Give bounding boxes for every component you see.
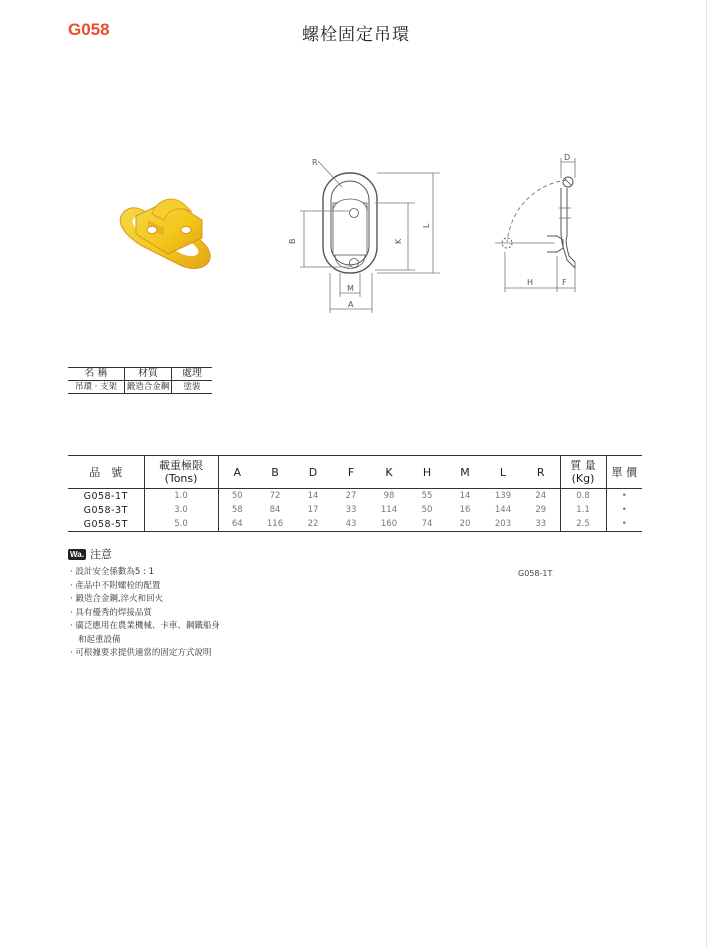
- header-F: F: [332, 456, 370, 489]
- material-header-row: [68, 368, 212, 381]
- header-L: L: [484, 456, 522, 489]
- header-H: H: [408, 456, 446, 489]
- cell-D: 22: [294, 517, 332, 532]
- cell-weight: 2.5: [560, 517, 606, 532]
- header-weight-label: 質 量: [570, 459, 596, 472]
- material-cell-material: 鍛造合金鋼: [125, 381, 172, 394]
- header-load: [144, 456, 218, 489]
- product-photo: [112, 190, 222, 270]
- note-item: · 具有優秀的焊接品質: [70, 607, 152, 618]
- header-B: B: [256, 456, 294, 489]
- header-load-label: 載重極限: [159, 459, 203, 472]
- cell-K: 114: [380, 505, 398, 515]
- table-row: [68, 489, 642, 504]
- cell-D: 14: [307, 491, 319, 501]
- label-A: A: [348, 300, 354, 309]
- header-weight-unit: (Kg): [571, 472, 595, 485]
- notes-list: [70, 566, 220, 661]
- cell-R: 33: [522, 517, 560, 532]
- cell-price: •: [606, 517, 642, 532]
- header-D: D: [294, 456, 332, 489]
- table-row: [68, 517, 642, 532]
- label-K: K: [394, 238, 403, 244]
- cell-model: G058-5T: [68, 517, 144, 532]
- header-R: R: [522, 456, 560, 489]
- note-item: · 可根據要求提供適當的固定方式說明: [70, 648, 212, 658]
- cell-price: •: [621, 505, 627, 515]
- material-header-material: 材質: [125, 368, 172, 381]
- header-K: K: [370, 456, 408, 489]
- cell-B: 84: [269, 505, 281, 515]
- material-header-treatment: 處理: [172, 368, 213, 381]
- cell-model: G058-3T: [68, 503, 144, 517]
- label-B: B: [288, 238, 297, 244]
- spec-table: [68, 455, 642, 532]
- note-item: · 鍛造合金鋼,淬火和回火: [70, 594, 164, 604]
- photo-caption: G058-1T: [518, 569, 553, 578]
- label-M: M: [347, 284, 354, 293]
- notes-heading-text: 注意: [89, 548, 112, 561]
- material-row: [68, 381, 212, 394]
- cell-load: 3.0: [144, 503, 218, 517]
- cell-R: 29: [522, 503, 560, 517]
- cell-F: 27: [345, 491, 357, 501]
- cell-D: 17: [307, 505, 319, 515]
- table-row: [68, 503, 642, 517]
- cell-weight: 0.8: [560, 489, 606, 504]
- cell-B: 116: [256, 517, 294, 532]
- cell-price: •: [621, 491, 627, 501]
- cell-M: 16: [459, 505, 471, 515]
- material-header-name: 名 稱: [68, 368, 125, 381]
- header-price: 單 價: [606, 456, 642, 489]
- header-M: M: [446, 456, 484, 489]
- notes-heading: [68, 546, 112, 562]
- note-item: · 廣泛應用在農業機械、卡車、鋼鐵船身和起重設備: [70, 621, 220, 645]
- header-load-unit: (Tons): [164, 472, 198, 485]
- material-table: [68, 367, 212, 394]
- warning-badge-icon: Wa.: [70, 550, 84, 559]
- cell-K: 98: [383, 491, 395, 501]
- page-title: 螺栓固定吊環: [302, 25, 410, 45]
- label-L: L: [422, 223, 431, 228]
- spec-header-row: [68, 456, 642, 489]
- cell-load: 5.0: [144, 517, 218, 532]
- note-item: · 產品中不附螺栓的配置: [70, 580, 161, 591]
- cell-F: 43: [332, 517, 370, 532]
- cell-model: G058-1T: [68, 489, 144, 504]
- header-A: A: [218, 456, 256, 489]
- label-H: H: [527, 278, 534, 287]
- label-D: D: [564, 153, 571, 162]
- label-R: R: [312, 158, 318, 167]
- cell-A: 58: [231, 505, 243, 515]
- note-item: · 設計安全係數為5 : 1: [70, 567, 154, 577]
- cell-K: 160: [370, 517, 408, 532]
- cell-M: 20: [446, 517, 484, 532]
- cell-L: 203: [484, 517, 522, 532]
- header-weight: [560, 456, 606, 489]
- page-edge-line: [706, 0, 707, 948]
- front-view-drawing: [280, 155, 450, 315]
- cell-weight: 1.1: [560, 503, 606, 517]
- material-cell-treatment: 塗裝: [172, 381, 213, 394]
- cell-M: 14: [459, 491, 471, 501]
- side-view-drawing: [495, 152, 585, 297]
- cell-H: 55: [421, 491, 433, 501]
- header-model: 品 號: [68, 456, 144, 489]
- cell-H: 50: [421, 505, 433, 515]
- cell-load: 1.0: [144, 489, 218, 504]
- product-code: G058: [68, 20, 110, 39]
- cell-A: 64: [218, 517, 256, 532]
- cell-H: 74: [408, 517, 446, 532]
- cell-L: 144: [494, 505, 512, 515]
- cell-F: 33: [345, 505, 357, 515]
- material-cell-name: 吊環 · 支架: [68, 381, 125, 394]
- label-F: F: [562, 278, 567, 287]
- cell-L: 139: [494, 491, 512, 501]
- cell-B: 72: [269, 491, 281, 501]
- cell-R: 24: [522, 489, 560, 504]
- cell-A: 50: [231, 491, 243, 501]
